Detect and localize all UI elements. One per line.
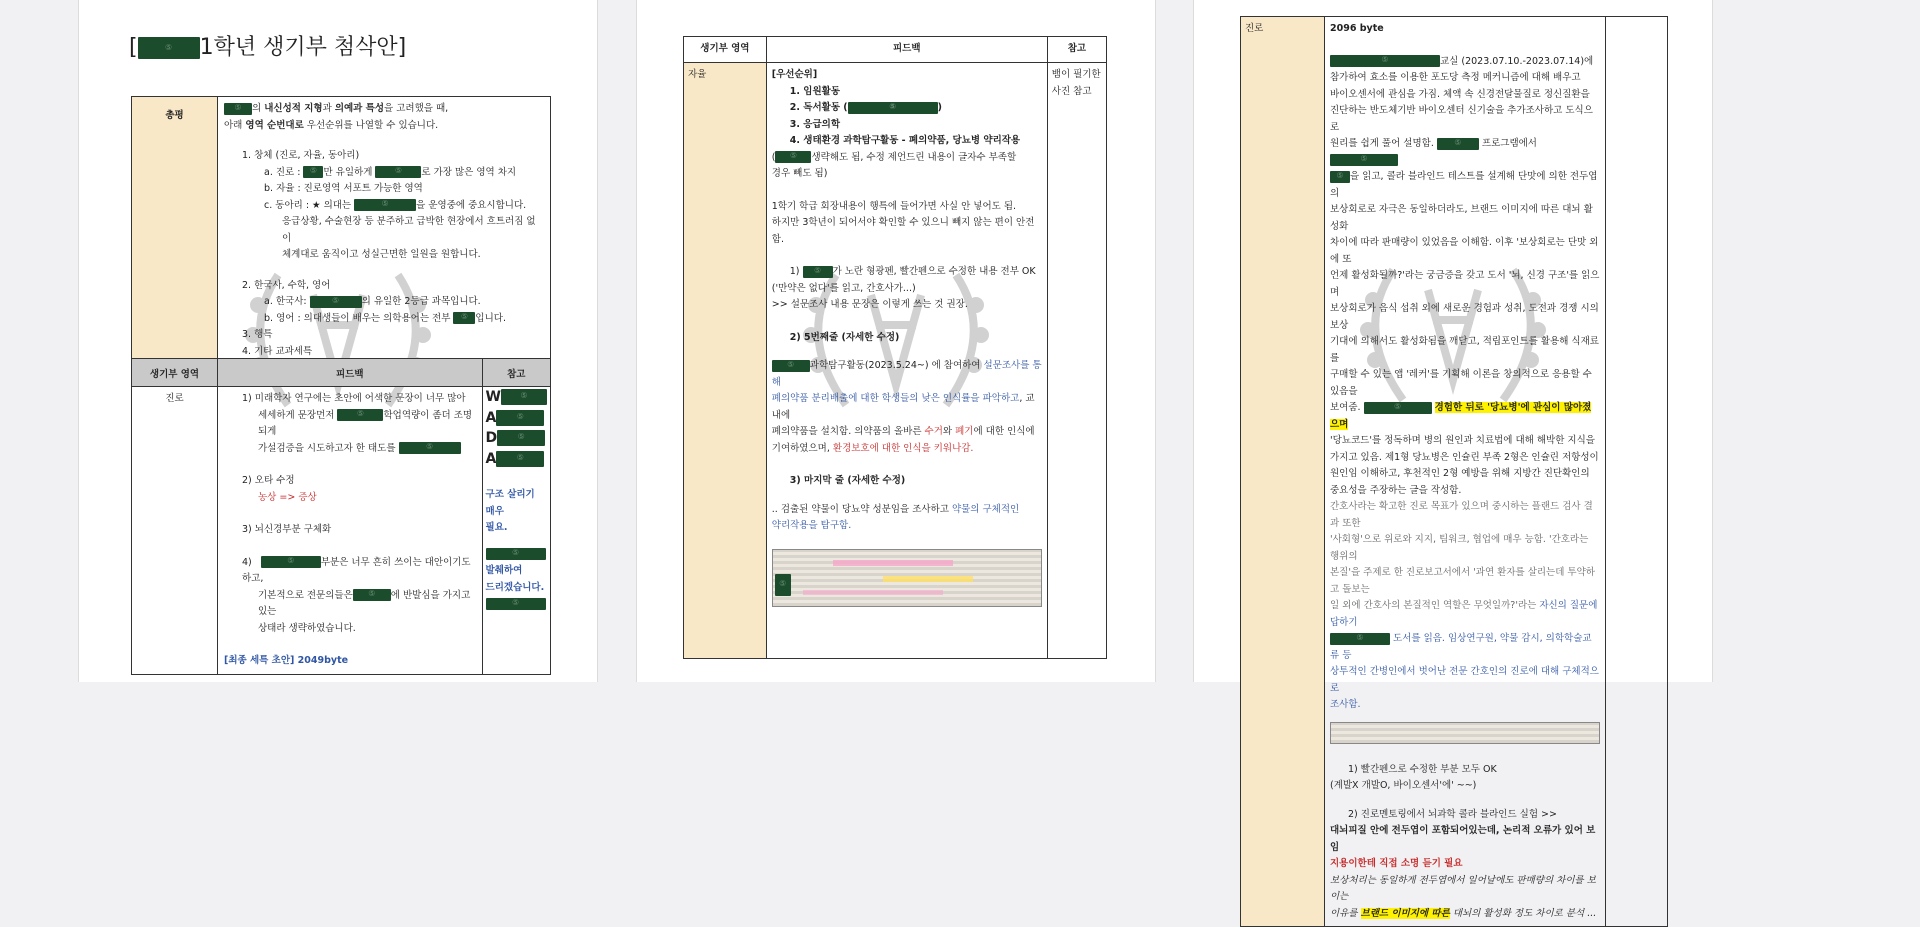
reference-column: W ⑤ A ⑤ D ⑤ A ⑤ 구조 살리기 매우 필요. ⑤ 발췌하여 드리겠습니다. ⑤ xyxy=(482,387,550,675)
feedback-content: 1) 미래학자 연구에는 초안에 어색한 문장이 너무 많아 세세하게 문장먼저 ⑤ 학업역량이 좀더 조명되게 가설검증을 시도하고자 한 태도를 ⑤ 2) 오타 수정 농상 => 증상 3) 뇌신경부분 구체화 4) ⑤ 부분은 너무 흔히 쓰이는 대안이기도 하고, 기본적으로 전문의들은⑤ 에 반발심을 가지고 있는 상태라 생략하였습니다. [최종 세특 초안] 2049byte xyxy=(218,387,483,675)
header-feedback: 피드백 xyxy=(218,359,483,387)
annotated-document-photo xyxy=(772,549,1042,607)
scanned-text-strip xyxy=(1330,722,1600,744)
redaction xyxy=(138,37,200,59)
row-area-label: 진로 xyxy=(132,387,218,675)
reference-column: 뱀이 필기한 사진 참고 xyxy=(1047,63,1106,659)
overall-label: 총평 xyxy=(165,110,184,121)
feedback-table xyxy=(683,36,1107,659)
overall-table xyxy=(131,96,551,365)
document-page-3 xyxy=(1193,0,1713,919)
redaction xyxy=(224,103,252,115)
header-feedback: 피드백 xyxy=(766,37,1047,63)
overall-content: ⑤의 내신성적 지형과 의예과 특성을 고려했을 때, 아래 영역 순번대로 우선순위를 나열할 수 있습니다. 1. 창체 (진로, 자율, 동아리) a. 진로 : ⑤ 만 유일하게 ⑤ 로 가장 많은 영역 차지 b. 자율 : 진로영역 서포트 가능한 영역 c. 동아리 : ★ 의대는 ⑤ 을 운영중에 중요시합니다. 응급상황, 수술현장 등 분주하고 급박한 현장에서 흐트러짐 없이 체계대로 움직이고 성실근면한 일원을 원합니다. 2. 한국사, 수학, 영어 a. 한국사: ⑤ 의 유일한 2등급 과목입니다. b. 영어 : 의대생들이 배우는 의학용어는 전부 ⑤ 입니다. 3. 행특 4. 기타 교과세특 xyxy=(218,97,551,365)
header-area: 생기부 영역 xyxy=(684,37,767,63)
feedback-table xyxy=(1240,16,1668,927)
document-page-1 xyxy=(78,0,598,682)
row-area-label: 진로 xyxy=(1241,17,1325,927)
feedback-content: 2096 byte ⑤교실 (2023.07.10.-2023.07.14)에 참가하여 효소를 이용한 포도당 측정 메커니즘에 대해 배우고 바이오센서에 관심을 가짐. 체액 속 신경전달물질로 정신질환을 진단하는 반도체기반 바이오센터 신기술을 추가조사하고 도식으로 원리를 쉽게 풀어 설명함. ⑤ 프로그램에서 ⑤ ⑤을 읽고, 콜라 블라인드 테스트를 설계해 단맛에 의한 전두엽의 보상회로로 자극은 동일하더라도, 브랜드 이미지에 따른 대뇌 활성화 차이에 따라 판매량이 있었음을 이해함. 이후 '보상회로는 단맛 외에 또 언제 활성화될까?'라는 궁금증을 갖고 도서 '뇌, 신경 구조'를 읽으며 보상회로가 음식 섭취 외에 새로운 경험과 성취, 도전과 경쟁 시의 보상 기대에 의해서도 활성화됨을 깨닫고, 적립포인트를 활용해 식재료를 구매할 수 있는 앱 '레커'를 기획해 이론을 창의적으로 응용할 수 있음을 보여줌. ⑤ 경험한 뒤로 '당뇨병'에 관심이 많아졌으며 '당뇨코드'를 정독하며 병의 원인과 치료법에 대해 해박한 지식을 가지고 있음. 제1형 당뇨병은 인슐린 부족 2형은 인슐린 저항성이 원인임 이해하고, 후천적인 2형 예방을 위해 지방간 진단확인의 중요성을 주장하는 글을 작성함. 간호사라는 확고한 진로 목표가 있으며 중시하는 플랜드 검사 결과 또한 '사회형'으로 위로와 지지, 팀워크, 협업에 매우 능함. '간호라는 행위의 본질'을 주제로 한 진로보고서에서 '과연 환자를 살리는데 투약하고 돌보는 일 외에 간호사의 본질적인 역할은 무엇일까?'라는 자신의 질문에 답하기 ⑤ 도서를 읽음. 임상연구원, 약물 감시, 의학학술교류 등 상투적인 간병인에서 벗어난 전문 간호인의 진로에 대해 구체적으로 조사함. 1) 빨간펜으로 수정한 부분 모두 OK (계발X 개발O, 바이오센서'에' ~~) 2) 진로멘토링에서 뇌과학 콜라 블라인드 실험 >> 대뇌피질 안에 전두엽이 포함되어있는데, 논리적 오류가 있어 보임 지용이한테 직접 소명 듣기 필요 보상처리는 동일하게 전두엽에서 일어날에도 판매량의 차이를 보이는 이유를 브랜드 이미지에 따른 대뇌의 활성화 정도 차이로 분석 ... xyxy=(1325,17,1606,927)
header-reference: 참고 xyxy=(482,359,550,387)
document-page-2 xyxy=(636,0,1156,682)
reference-column xyxy=(1606,17,1668,927)
page-title: [⑤ 1학년 생기부 첨삭안] xyxy=(129,30,406,61)
header-reference: 참고 xyxy=(1047,37,1106,63)
row-area-label: 자율 xyxy=(684,63,767,659)
final-draft-label: [최종 세특 초안] 2049byte xyxy=(224,655,349,666)
feedback-content: [우선순위] 1. 임원활동 2. 독서활동 (⑤ ) 3. 응급의학 4. 생태환경 과학탐구활동 - 폐의약품, 당뇨병 약리작용 (⑤ 생략해도 됨, 수정 제언드린 내용이 글자수 부족할 경우 빼도 됨) 1학기 학급 회장내용이 행특에 들어가면 사실 안 넣어도 됨. 하지만 3학년이 되어서야 확인할 수 있으니 빼지 않는 편이 안전함. 1) ⑤ 가 노란 형광펜, 빨간펜으로 수정한 내용 전부 OK ('만약은 없다'를 읽고, 간호사가...) >> 설문조사 내용 문장은 이렇게 쓰는 것 권장. 2) 5번째줄 (자세한 수정) ⑤과학탐구활동(2023.5.24~) 에 참여하여 설문조사를 통해 폐의약품 분리배출에 대한 학생들의 낮은 인식률을 파악하고, 교내에 폐의약품을 설치함. 의약품의 올바른 수거와 폐기에 대한 인식에 기여하였으며, 환경보호에 대한 인식을 키워나감. 3) 마지막 줄 (자세한 수정) .. 검출된 약물이 당뇨약 성분임을 조사하고 약물의 구체적인 약리작용을 탐구함. ⑤ xyxy=(766,63,1047,659)
header-area: 생기부 영역 xyxy=(132,359,218,387)
feedback-table xyxy=(131,358,551,675)
